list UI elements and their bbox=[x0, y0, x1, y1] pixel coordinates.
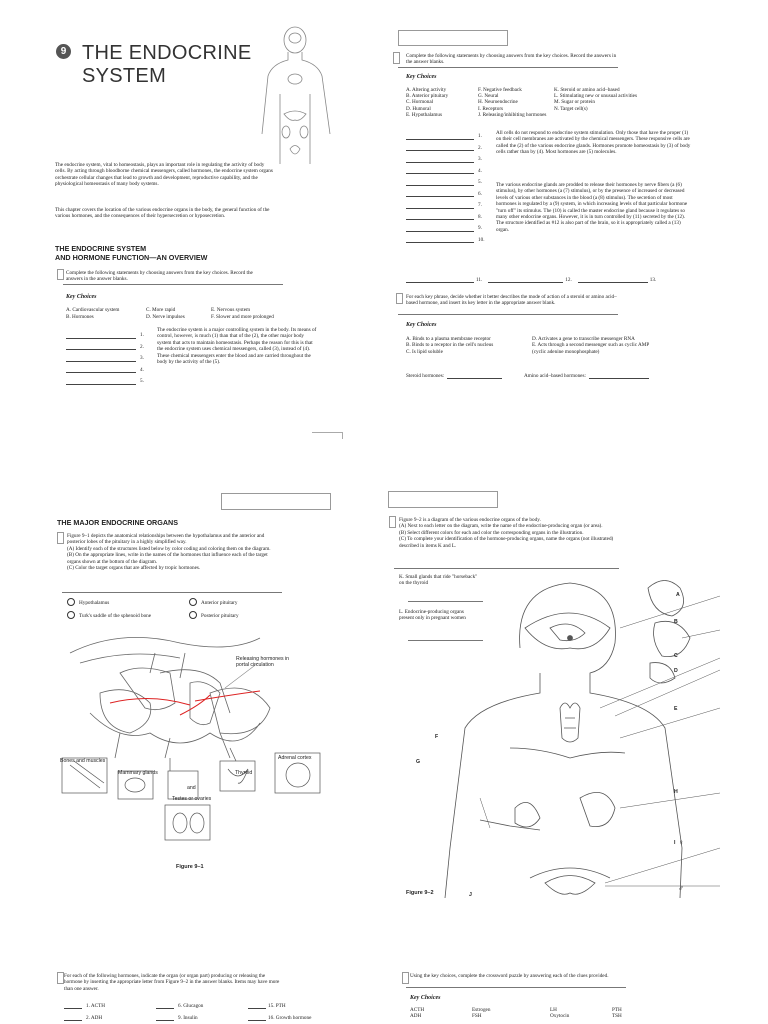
exercise-instructions: For each of the following hormones, indicate the organ (or organ part) producing or releasing the hormone by inserting the appropriate letter from Figure 9–2 in the answer blanks. Items may have more than one answer. bbox=[64, 973, 280, 992]
key-choice: E. Hypothalamus bbox=[406, 111, 443, 118]
key-choice: D. Humoral bbox=[406, 105, 431, 112]
key-choice: L. Stimulating new or unusual activities bbox=[554, 93, 637, 100]
exercise-checkbox[interactable] bbox=[393, 52, 400, 64]
color-circle[interactable] bbox=[67, 598, 75, 606]
answer-number: 4. bbox=[478, 167, 482, 174]
color-circle[interactable] bbox=[189, 611, 197, 619]
figure-caption: Figure 9–2 bbox=[406, 890, 434, 896]
exercise-checkbox[interactable] bbox=[389, 516, 396, 528]
answer-number: 8. bbox=[478, 213, 482, 220]
section-heading bbox=[55, 244, 207, 262]
answer-number: 7. bbox=[478, 202, 482, 209]
key-choice: FSH bbox=[472, 1013, 482, 1020]
key-choice: C. More rapid bbox=[146, 307, 176, 313]
answer-blank[interactable] bbox=[406, 236, 474, 243]
page-5 bbox=[0, 960, 384, 1024]
answer-blank[interactable] bbox=[248, 1002, 266, 1009]
exercise-checkbox[interactable] bbox=[57, 972, 64, 984]
answer-number: 1. bbox=[140, 332, 144, 339]
page-3 bbox=[0, 488, 384, 908]
answer-number: 9. bbox=[478, 225, 482, 232]
page-header-box bbox=[221, 493, 331, 510]
key-choice: TSH bbox=[612, 1013, 622, 1020]
answer-number: 6. bbox=[478, 190, 482, 197]
key-choice: ACTH bbox=[410, 1007, 425, 1013]
chapter-title-line2: SYSTEM bbox=[82, 65, 167, 87]
page-4 bbox=[384, 488, 768, 908]
answer-blank[interactable] bbox=[488, 276, 563, 283]
hormone-name: 6. Glucagon bbox=[178, 1002, 204, 1009]
answer-number: 12. bbox=[565, 276, 572, 283]
chapter-title bbox=[82, 42, 251, 88]
key-choice: LH bbox=[550, 1007, 557, 1013]
page-header-box bbox=[398, 30, 508, 46]
key-choices-label: Key Choices bbox=[406, 74, 437, 80]
key-choice: PTH bbox=[612, 1007, 622, 1013]
divider bbox=[406, 987, 626, 988]
figure-caption: Figure 9–1 bbox=[176, 864, 204, 870]
legend-label: Turk's saddle of the sphenoid bone bbox=[79, 612, 152, 619]
letter-b-label: B bbox=[674, 619, 678, 625]
key-choice: F. Negative feedback bbox=[478, 87, 522, 93]
amino-answer-blank[interactable] bbox=[589, 372, 649, 379]
key-choice: F. Slower and more prolonged bbox=[211, 313, 274, 320]
divider bbox=[398, 67, 618, 68]
key-choice: M. Sugar or protein bbox=[554, 99, 595, 106]
section-heading-line2: AND HORMONE FUNCTION—AN OVERVIEW bbox=[55, 253, 208, 262]
key-choices-label: Key Choices bbox=[66, 294, 97, 300]
key-choice: A. Binds to a plasma membrane receptor bbox=[406, 336, 491, 342]
divider bbox=[63, 284, 283, 285]
hormone-answer-grid bbox=[64, 1002, 324, 1021]
and-label: and bbox=[187, 785, 196, 791]
key-choice: I. Receptors bbox=[478, 105, 504, 112]
answer-number: 4. bbox=[140, 366, 144, 373]
exercise-checkbox[interactable] bbox=[57, 532, 64, 544]
key-choice: B. Anterior pituitary bbox=[406, 93, 449, 100]
page-header-box bbox=[388, 491, 498, 508]
answer-blank[interactable] bbox=[156, 1002, 174, 1009]
answer-blank[interactable] bbox=[406, 179, 474, 186]
page-2 bbox=[384, 0, 768, 440]
hormone-item bbox=[248, 1014, 328, 1021]
steroid-label: Steroid hormones: bbox=[406, 372, 445, 379]
key-choice: K. Steroid or amino acid–based bbox=[554, 87, 620, 93]
answer-blank[interactable] bbox=[406, 133, 474, 140]
letter-j-label: J bbox=[469, 892, 472, 898]
section-heading-line1: THE ENDOCRINE SYSTEM bbox=[55, 244, 147, 253]
answer-blank[interactable] bbox=[406, 225, 474, 232]
exercise-instructions: Complete the following statements by choosing answers from the key choices. Record the answers in the answer blanks. bbox=[66, 270, 253, 283]
key-choice: ADH bbox=[410, 1013, 422, 1020]
key-choice: B. Binds to a receptor in the cell's nucleus bbox=[406, 342, 494, 349]
legend-item bbox=[189, 598, 289, 606]
letter-e-label: E bbox=[674, 706, 678, 712]
answer-number: 1. bbox=[478, 133, 482, 140]
answer-blank[interactable] bbox=[66, 378, 136, 385]
amino-answer-row bbox=[524, 372, 649, 379]
answer-number: 5. bbox=[140, 378, 144, 385]
page-crop-mark bbox=[312, 432, 343, 439]
chapter-number-badge: 9 bbox=[56, 44, 71, 59]
answer-blank[interactable] bbox=[406, 213, 474, 220]
answer-blank[interactable] bbox=[406, 202, 474, 209]
key-choice: C. Is lipid soluble bbox=[406, 348, 443, 355]
hormone-name: 16. Growth hormone bbox=[268, 1014, 312, 1021]
key-choice: E. Nervous system bbox=[211, 307, 251, 313]
letter-a-label: A bbox=[676, 592, 680, 598]
page-1 bbox=[0, 0, 384, 440]
hormone-item bbox=[248, 1002, 328, 1009]
chapter-title-line1: THE ENDOCRINE bbox=[82, 42, 252, 64]
key-choice: C. Hormonal bbox=[406, 99, 434, 106]
key-choice: B. Hormones bbox=[66, 313, 94, 320]
exercise-instructions: Using the key choices, complete the crossword puzzle by answering each of the clues provided. bbox=[410, 973, 609, 979]
answer-blank[interactable] bbox=[64, 1002, 82, 1009]
letter-i-label: I bbox=[674, 840, 676, 846]
hormone-item bbox=[64, 1014, 156, 1021]
answer-blank[interactable] bbox=[406, 190, 474, 197]
body-outline-illustration bbox=[250, 24, 340, 174]
hormone-name: 1. ACTH bbox=[86, 1002, 106, 1009]
answer-number: 3. bbox=[140, 355, 144, 362]
answer-blank[interactable] bbox=[406, 156, 474, 163]
answer-blank[interactable] bbox=[406, 276, 474, 283]
key-choice: N. Target cell(s) bbox=[554, 105, 588, 112]
passage-2: The various endocrine glands are prodded to release their hormones by nerve fibers (a (6) stimulus), by other hormones (a (7) stimulus), or by the presence of increased or decreased levels of various other substances in the blood (a (8) stimulus). The secretion of most hormones is regulated by a (9) system, in which increasing levels of that particular hormone "turn off" its stimulus. The (10) is called the master endocrine gland because it regulates so many other endocrine organs. However, it is in turn controlled by (11) secreted by the (12). The structure identified as #12 is also part of the brain, so it is appropriately called a (13) organ. bbox=[496, 182, 688, 233]
answer-row-11-13 bbox=[406, 276, 666, 283]
key-choice: E. Acts through a second messenger such as cyclic AMP (cyclic adenine monophosphate) bbox=[532, 342, 650, 355]
letter-f-label: F bbox=[435, 734, 439, 740]
key-choices-label: Key Choices bbox=[410, 995, 441, 1001]
hormone-item bbox=[64, 1002, 156, 1009]
answer-blank[interactable] bbox=[66, 332, 136, 339]
key-choice: D. Nerve impulses bbox=[146, 313, 185, 320]
mammary-glands-label: Mammary glands bbox=[118, 770, 158, 776]
bones-muscles-label: Bones and muscles bbox=[60, 758, 106, 764]
exercise-instructions: Complete the following statements by choosing answers from the key choices. Record the answers in the answer blanks. bbox=[406, 53, 617, 66]
testes-ovaries-label: Testes or ovaries bbox=[172, 796, 212, 802]
legend-label: Anterior pituitary bbox=[201, 599, 238, 606]
answer-blank[interactable] bbox=[406, 144, 474, 151]
answer-blank[interactable] bbox=[406, 167, 474, 174]
hormone-item bbox=[156, 1002, 248, 1009]
answer-number: 2. bbox=[140, 343, 144, 350]
key-choice: A. Cardiovascular system bbox=[66, 307, 120, 313]
answer-blanks bbox=[406, 128, 496, 243]
divider bbox=[62, 592, 282, 593]
thyroid-label: Thyroid bbox=[235, 770, 253, 776]
hormone-name: 15. PTH bbox=[268, 1002, 286, 1009]
item-l: L. Endocrine-producing organs present only in pregnant women bbox=[399, 609, 466, 622]
answer-blank[interactable] bbox=[578, 276, 648, 283]
hormone-name: 2. ADH bbox=[86, 1014, 103, 1021]
hormone-name: 9. Insulin bbox=[178, 1014, 198, 1021]
intro-paragraph-1: The endocrine system, vital to homeostasis, plays an important role in regulating the activity of body cells. By acting through bloodborne chemical messengers, called hormones, the endocrine system organs orchestrate cellular changes that lead to growth and development, reproductive capability, and the physiological homeostasis of many body systems. bbox=[55, 162, 273, 188]
body-endocrine-figure bbox=[420, 568, 720, 898]
exercise-2-instructions: For each key phrase, decide whether it better describes the mode of action of a steroid or amino acid–based hormone, and insert its key letter in the appropriate answer blank. bbox=[406, 294, 617, 307]
legend-label: Hypothalamus bbox=[79, 599, 110, 606]
female-symbol: ♀ bbox=[678, 838, 684, 847]
steroid-answer-blank[interactable] bbox=[447, 372, 502, 379]
answer-number: 11. bbox=[476, 276, 483, 283]
legend-item bbox=[189, 611, 289, 619]
key-choices-2-col1 bbox=[406, 336, 531, 355]
legend-item bbox=[67, 611, 189, 619]
answer-blank[interactable] bbox=[66, 355, 136, 362]
letter-c-label: C bbox=[674, 653, 678, 659]
hormone-item bbox=[156, 1014, 248, 1021]
legend-item bbox=[67, 598, 189, 606]
passage-1: All cells do not respond to endocrine system stimulation. Only those that have the proper (1) on their cell membranes are activated by the chemical messengers. These responsive cells are called the (2) of the various endocrine glands. Hormones promote homeostasis by (3) of body cells rather than by (4). Most hormones are (5) molecules. bbox=[496, 130, 691, 156]
key-choice: J. Releasing/inhibiting hormones bbox=[478, 111, 547, 118]
answer-blank[interactable] bbox=[64, 1014, 82, 1021]
key-choice: A. Altering activity bbox=[406, 87, 447, 93]
exercise-checkbox[interactable] bbox=[402, 972, 409, 984]
adrenal-cortex-label: Adrenal cortex bbox=[278, 755, 312, 761]
steroid-answer-row bbox=[406, 372, 502, 379]
answer-blank[interactable] bbox=[66, 366, 136, 373]
male-symbol: ♂ bbox=[678, 884, 684, 893]
key-choice: G. Neural bbox=[478, 93, 499, 100]
overview-passage: The endocrine system is a major controlling system in the body. Its means of control, however, is much (1) than that of the (2), the other major body system that acts to maintain homeostasis. Perhaps the reason for this is that the endocrine system uses chemical messengers, called (3), instead of (4). These chemical messengers enter the blood and are carried throughout the body by the activity of the (5). bbox=[157, 327, 317, 366]
exercise-checkbox[interactable] bbox=[396, 293, 403, 304]
section-heading: THE MAJOR ENDOCRINE ORGANS bbox=[57, 518, 178, 527]
page-6 bbox=[384, 960, 768, 1024]
answer-number: 5. bbox=[478, 179, 482, 186]
letter-g-label: G bbox=[416, 759, 421, 765]
answer-number: 10. bbox=[478, 236, 485, 243]
letter-h-label: H bbox=[674, 789, 678, 795]
answer-number: 2. bbox=[478, 144, 482, 151]
key-choice: H. Neuroendocrine bbox=[478, 99, 518, 106]
key-choices-grid bbox=[406, 87, 706, 118]
key-choices-grid bbox=[410, 1007, 670, 1020]
item-k: K. Small glands that ride "horseback" on the thyroid bbox=[399, 574, 478, 587]
answer-blank[interactable] bbox=[66, 343, 136, 350]
key-choice: Estrogen bbox=[472, 1007, 491, 1013]
amino-label: Amino acid–based hormones: bbox=[524, 372, 586, 379]
answer-number: 13. bbox=[649, 276, 657, 283]
legend-label: Posterior pituitary bbox=[201, 612, 239, 619]
key-choice: Oxytocin bbox=[550, 1013, 570, 1020]
answer-blanks bbox=[66, 327, 156, 385]
key-choice: D. Activates a gene to transcribe messenger RNA bbox=[532, 336, 635, 342]
exercise-instructions: Figure 9–2 is a diagram of the various endocrine organs of the body. (A) Next to each letter on the diagram, write the name of the endocrine-producing organ (or area). (B) Select different colors for each and color the corresponding organs in the illustration. (C) To complete your identification of the hormone-producing organs, name the organs (not illustrated) described in items K and L. bbox=[399, 517, 614, 549]
answer-blank[interactable] bbox=[156, 1014, 174, 1021]
exercise-checkbox[interactable] bbox=[57, 269, 64, 280]
divider bbox=[398, 314, 618, 315]
key-choices-grid bbox=[66, 307, 296, 320]
intro-paragraph-2: This chapter covers the location of the various endocrine organs in the body, the general function of the various hormones, and the consequences of their hypersecretion or hyposecretion. bbox=[55, 207, 270, 220]
answer-blank[interactable] bbox=[248, 1014, 266, 1021]
color-legend bbox=[67, 598, 287, 619]
color-circle[interactable] bbox=[67, 611, 75, 619]
color-circle[interactable] bbox=[189, 598, 197, 606]
letter-d-label: D bbox=[674, 668, 678, 674]
releasing-hormones-label: Releasing hormones in portal circulation bbox=[236, 656, 290, 669]
key-choices-label: Key Choices bbox=[406, 322, 437, 328]
exercise-instructions: Figure 9–1 depicts the anatomical relationships between the hypothalamus and the anterior and posterior lobes of the pituitary in a highly simplified way. (A) Identify each of the structures listed below by color coding and coloring them on the diagram. (B) On the appropriate lines, write in the names of the hormones that influence each of the target organs shown at the bottom of the diagram. (C) Color the target organs that are affected by tropic hormones. bbox=[67, 533, 271, 572]
answer-number: 3. bbox=[478, 156, 482, 163]
key-choices-2-col2 bbox=[532, 336, 662, 355]
